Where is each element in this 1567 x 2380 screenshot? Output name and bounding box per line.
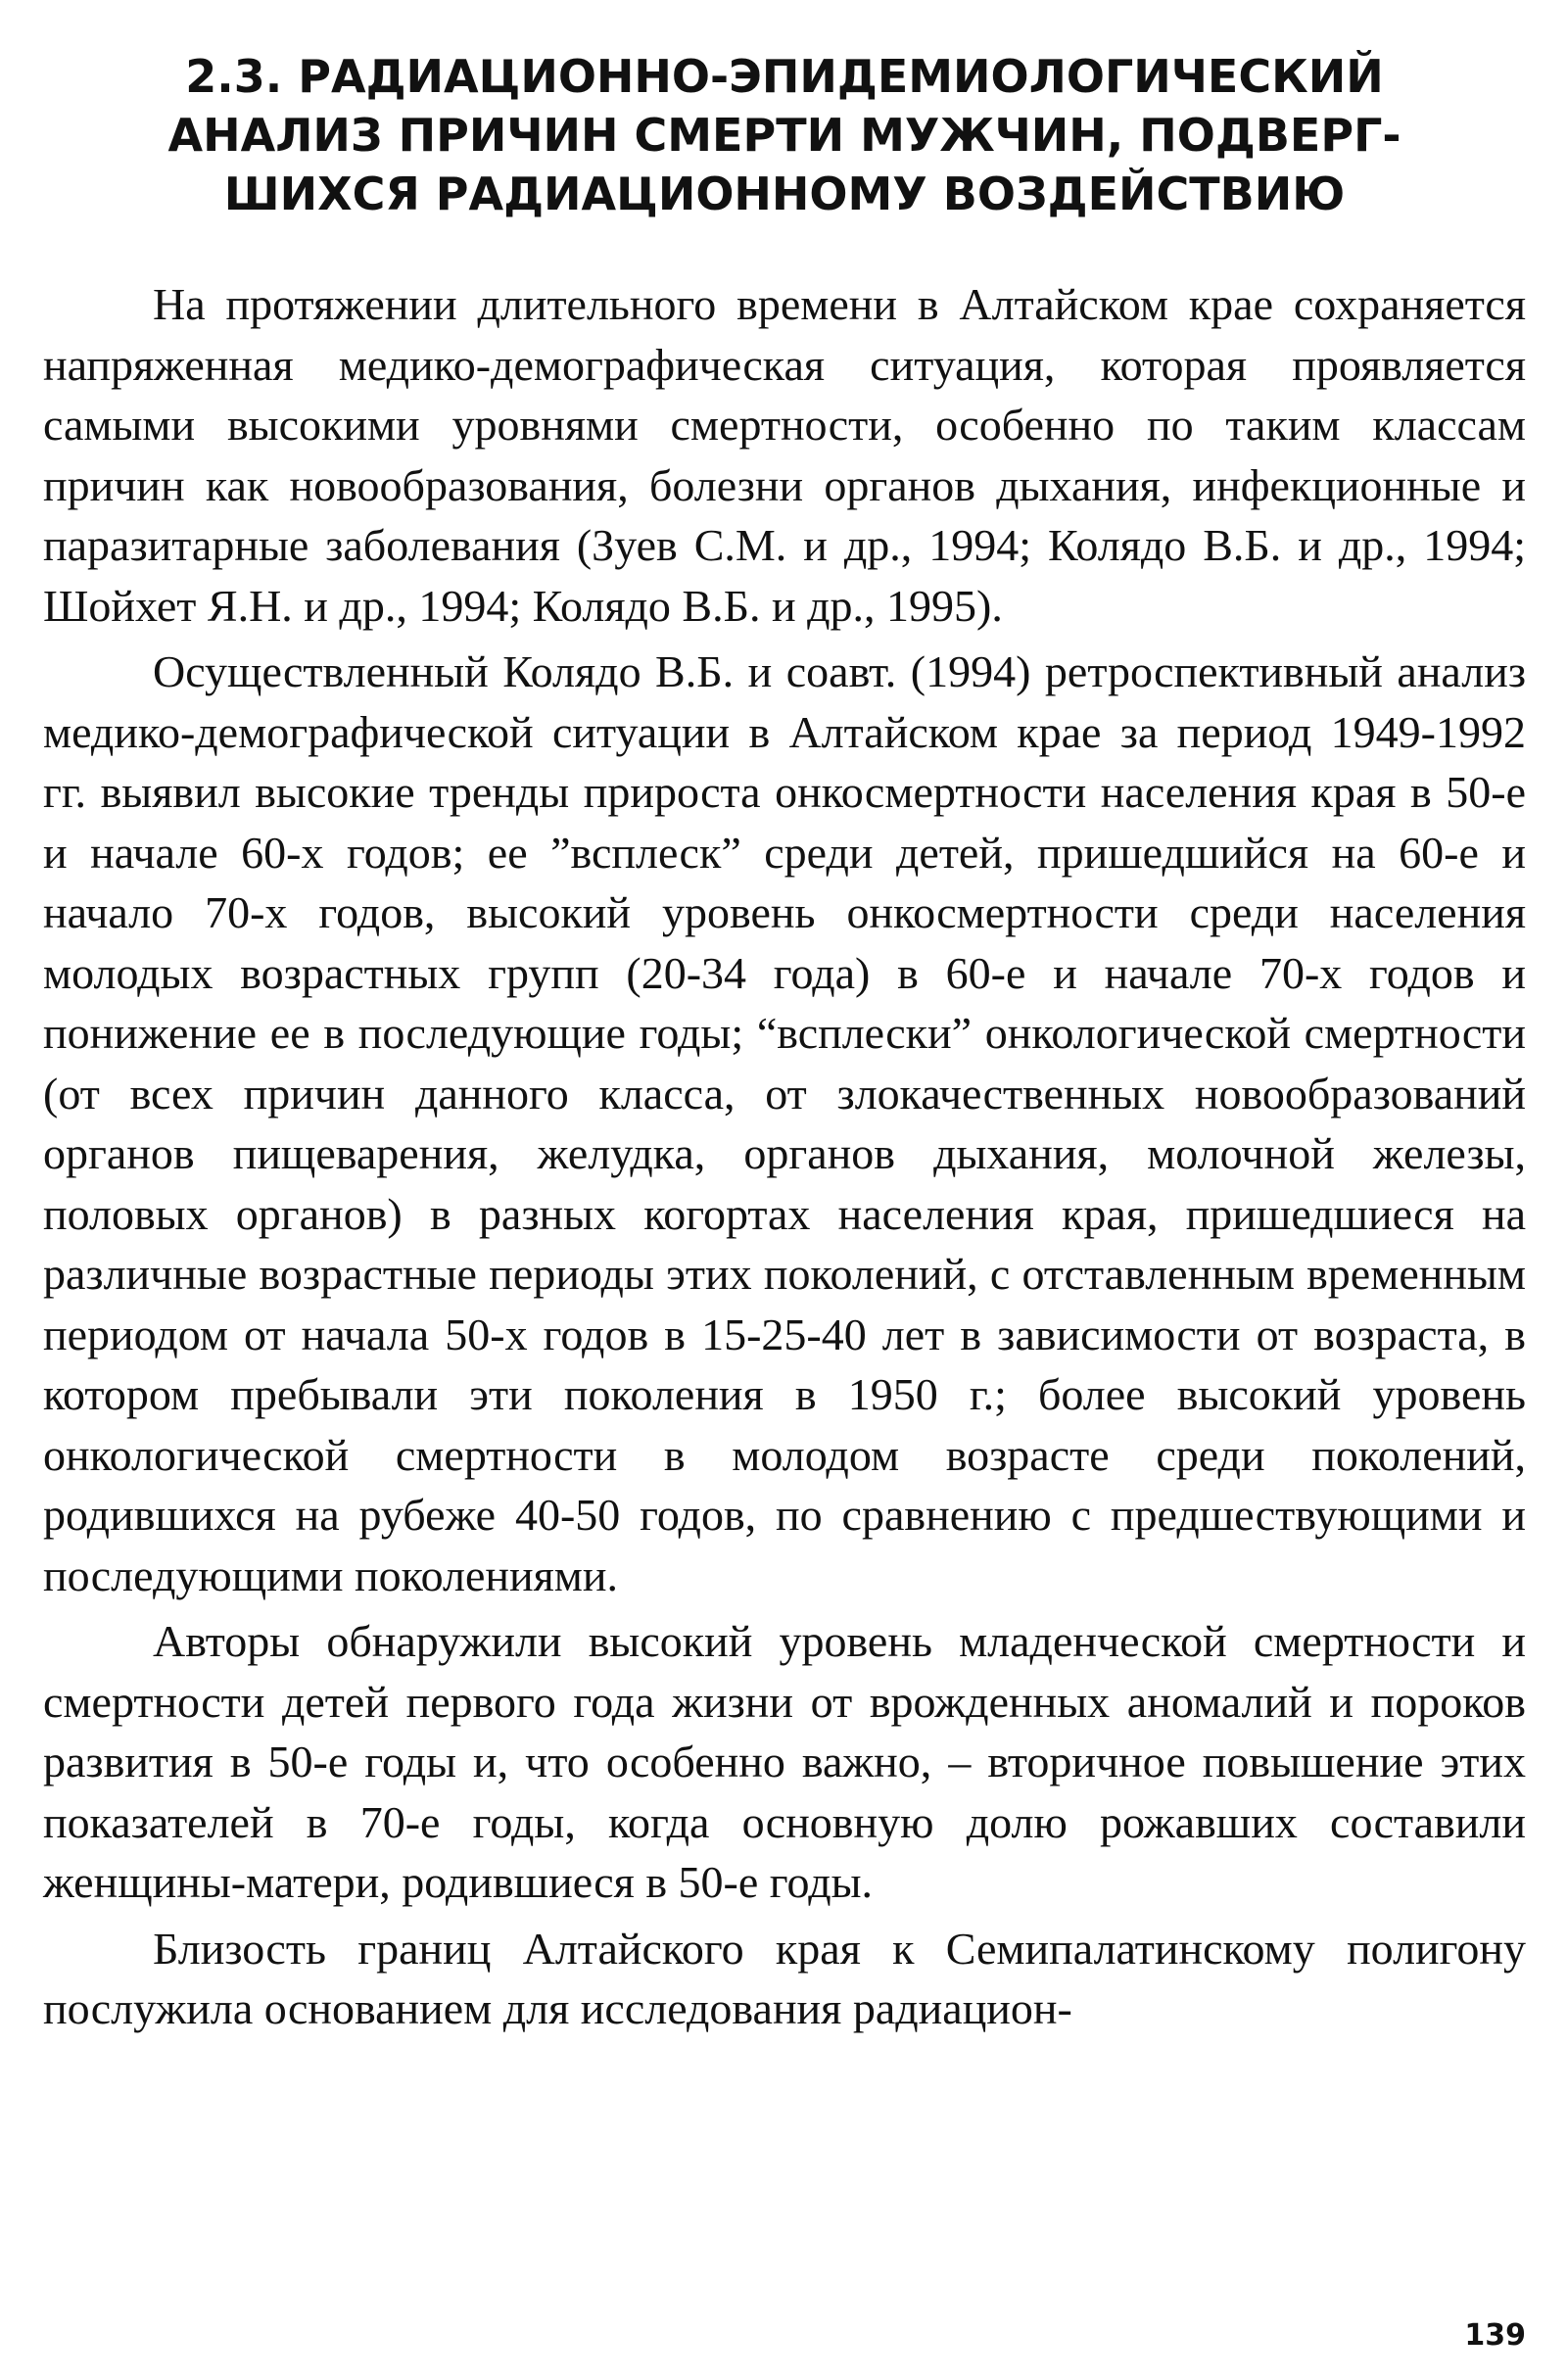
paragraph: Осуществленный Колядо В.Б. и соавт. (1994) ретроспективный анализ медико-демографической ситуации в Алтайском крае за период 1949-1992 гг. выявил высокие тренды прироста онкосмертности населения края в 50-е и начале 60-х годов; ее ”всплеск” среди детей, пришедшийся на 60-е и начало 70-х годов, высокий уровень онкосмертности среди населения молодых возрастных групп (20-34 года) в 60-е и начале 70-х годов и понижение ее в последующие годы; “всплески” онкологической смертности (от всех причин данного класса, от злокачественных новообразований органов пищеварения, желудка, органов дыхания, молочной железы, половых органов) в разных когортах населения края, пришедшиеся на различные возрастные периоды этих поколений, с отставленным временным периодом от начала 50-х годов в 15-25-40 лет в зависимости от возраста, в котором пребывали эти поколения в 1950 г.; более высокий уровень онкологической смертности в молодом возрасте среди поколений, родившихся на рубеже 40-50 годов, по сравнению с предшествующими и последующими поколениями. bbox=[43, 646, 1526, 1600]
paragraph: Авторы обнаружили высокий уровень младенческой смертности и смертности детей первого года жизни от врожденных аномалий и пороков развития в 50-е годы и, что особенно важно, – вторичное повышение этих показателей в 70-е годы, когда основную долю рожавших составили женщины-матери, родившиеся в 50-е годы. bbox=[43, 1616, 1526, 1907]
page-number: 139 bbox=[1464, 2318, 1526, 2353]
paragraph: Близость границ Алтайского края к Семипалатинскому полигону послужила основанием для исследования радиацион- bbox=[43, 1923, 1526, 2033]
paragraph: На протяжении длительного времени в Алтайском крае сохраняется напряженная медико-демографическая ситуация, которая проявляется самыми высокими уровнями смертности, особенно по таким классам причин как новообразования, болезни органов дыхания, инфекционные и паразитарные заболевания (Зуев С.М. и др., 1994; Колядо В.Б. и др., 1994; Шойхет Я.Н. и др., 1994; Колядо В.Б. и др., 1995). bbox=[43, 279, 1526, 631]
section-title-line: ШИХСЯ РАДИАЦИОННОМУ ВОЗДЕЙСТВИЮ bbox=[223, 167, 1346, 220]
section-title bbox=[43, 47, 1526, 223]
body-text bbox=[43, 274, 1526, 2039]
section-title-line: 2.3. РАДИАЦИОННО-ЭПИДЕМИОЛОГИЧЕСКИЙ bbox=[185, 50, 1384, 103]
section-title-line: АНАЛИЗ ПРИЧИН СМЕРТИ МУЖЧИН, ПОДВЕРГ- bbox=[167, 109, 1401, 162]
page-content bbox=[43, 47, 1526, 2039]
